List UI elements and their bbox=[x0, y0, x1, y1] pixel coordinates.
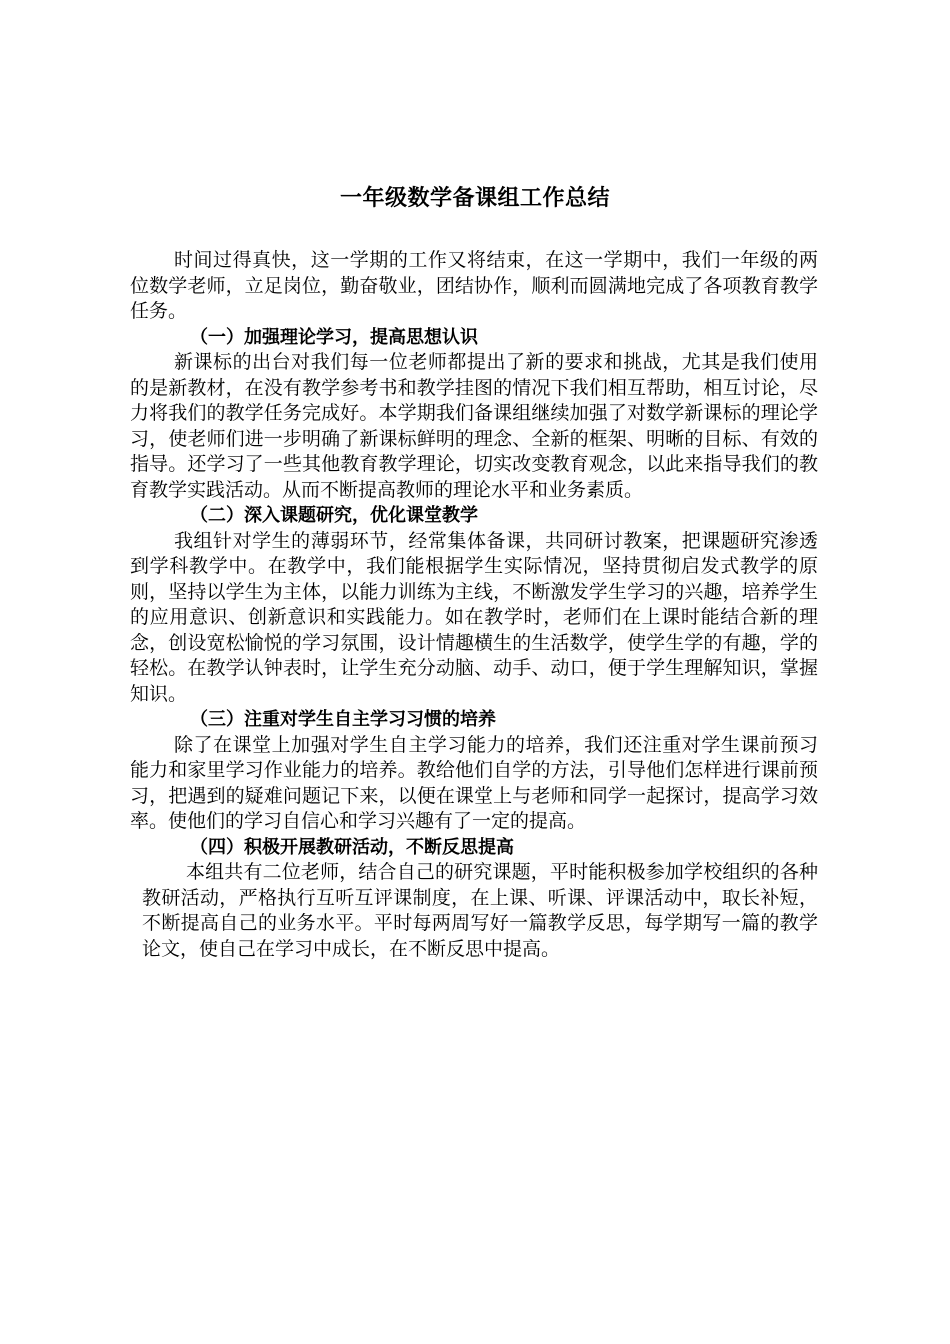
section-paragraph-1: 新课标的出台对我们每一位老师都提出了新的要求和挑战，尤其是我们使用的是新教材，在没有教学参考书和教学挂图的情况下我们相互帮助，相互讨论，尽力将我们的教学任务完成好。本学期我们备课组继续加强了对数学新课标的理论学习，使老师们进一步明确了新课标鲜明的理念、全新的框架、明晰的目标、有效的指导。还学习了一些其他教育教学理论，切实改变教育观念，以此来指导我们的教育教学实践活动。从而不断提高教师的理论水平和业务素质。 bbox=[130, 351, 818, 501]
document-title: 一年级数学备课组工作总结 bbox=[339, 186, 610, 211]
document-body bbox=[130, 248, 818, 962]
section-paragraph-4: 本组共有二位老师，结合自己的研究课题，平时能积极参加学校组织的各种教研活动，严格执行互听互评课制度，在上课、听课、评课活动中，取长补短，不断提高自己的业务水平。平时每两周写好一篇教学反思，每学期写一篇的教学论文，使自己在学习中成长，在不断反思中提高。 bbox=[142, 861, 818, 960]
intro-paragraph: 时间过得真快，这一学期的工作又将结束，在这一学期中，我们一年级的两位数学老师，立足岗位，勤奋敬业，团结协作，顺利而圆满地完成了各项教育教学任务。 bbox=[130, 249, 818, 322]
section-heading-4: （四）积极开展教研活动，不断反思提高 bbox=[190, 836, 514, 858]
section-paragraph-2: 我组针对学生的薄弱环节，经常集体备课，共同研讨教案，把课题研究渗透到学科教学中。在教学中，我们能根据学生实际情况，坚持贯彻启发式教学的原则，坚持以学生为主体，以能力训练为主线，不断激发学生学习的兴趣，培养学生的应用意识、创新意识和实践能力。如在教学时，老师们在上课时能结合新的理念，创设宽松愉悦的学习氛围，设计情趣横生的生活数学，使学生学的有趣，学的轻松。在教学认钟表时，让学生充分动脑、动手、动口，便于学生理解知识，掌握知识。 bbox=[130, 529, 818, 705]
section-paragraph-3: 除了在课堂上加强对学生自主学习能力的培养，我们还注重对学生课前预习能力和家里学习作业能力的培养。教给他们自学的方法，引导他们怎样进行课前预习，把遇到的疑难问题记下来，以便在课堂上与老师和同学一起探讨，提高学习效率。使他们的学习自信心和学习兴趣有了一定的提高。 bbox=[130, 733, 818, 832]
section-heading-1: （一）加强理论学习，提高思想认识 bbox=[190, 326, 478, 348]
section-heading-3: （三）注重对学生自主学习习惯的培养 bbox=[190, 709, 496, 730]
section-heading-2: （二）深入课题研究，优化课堂教学 bbox=[190, 505, 478, 526]
